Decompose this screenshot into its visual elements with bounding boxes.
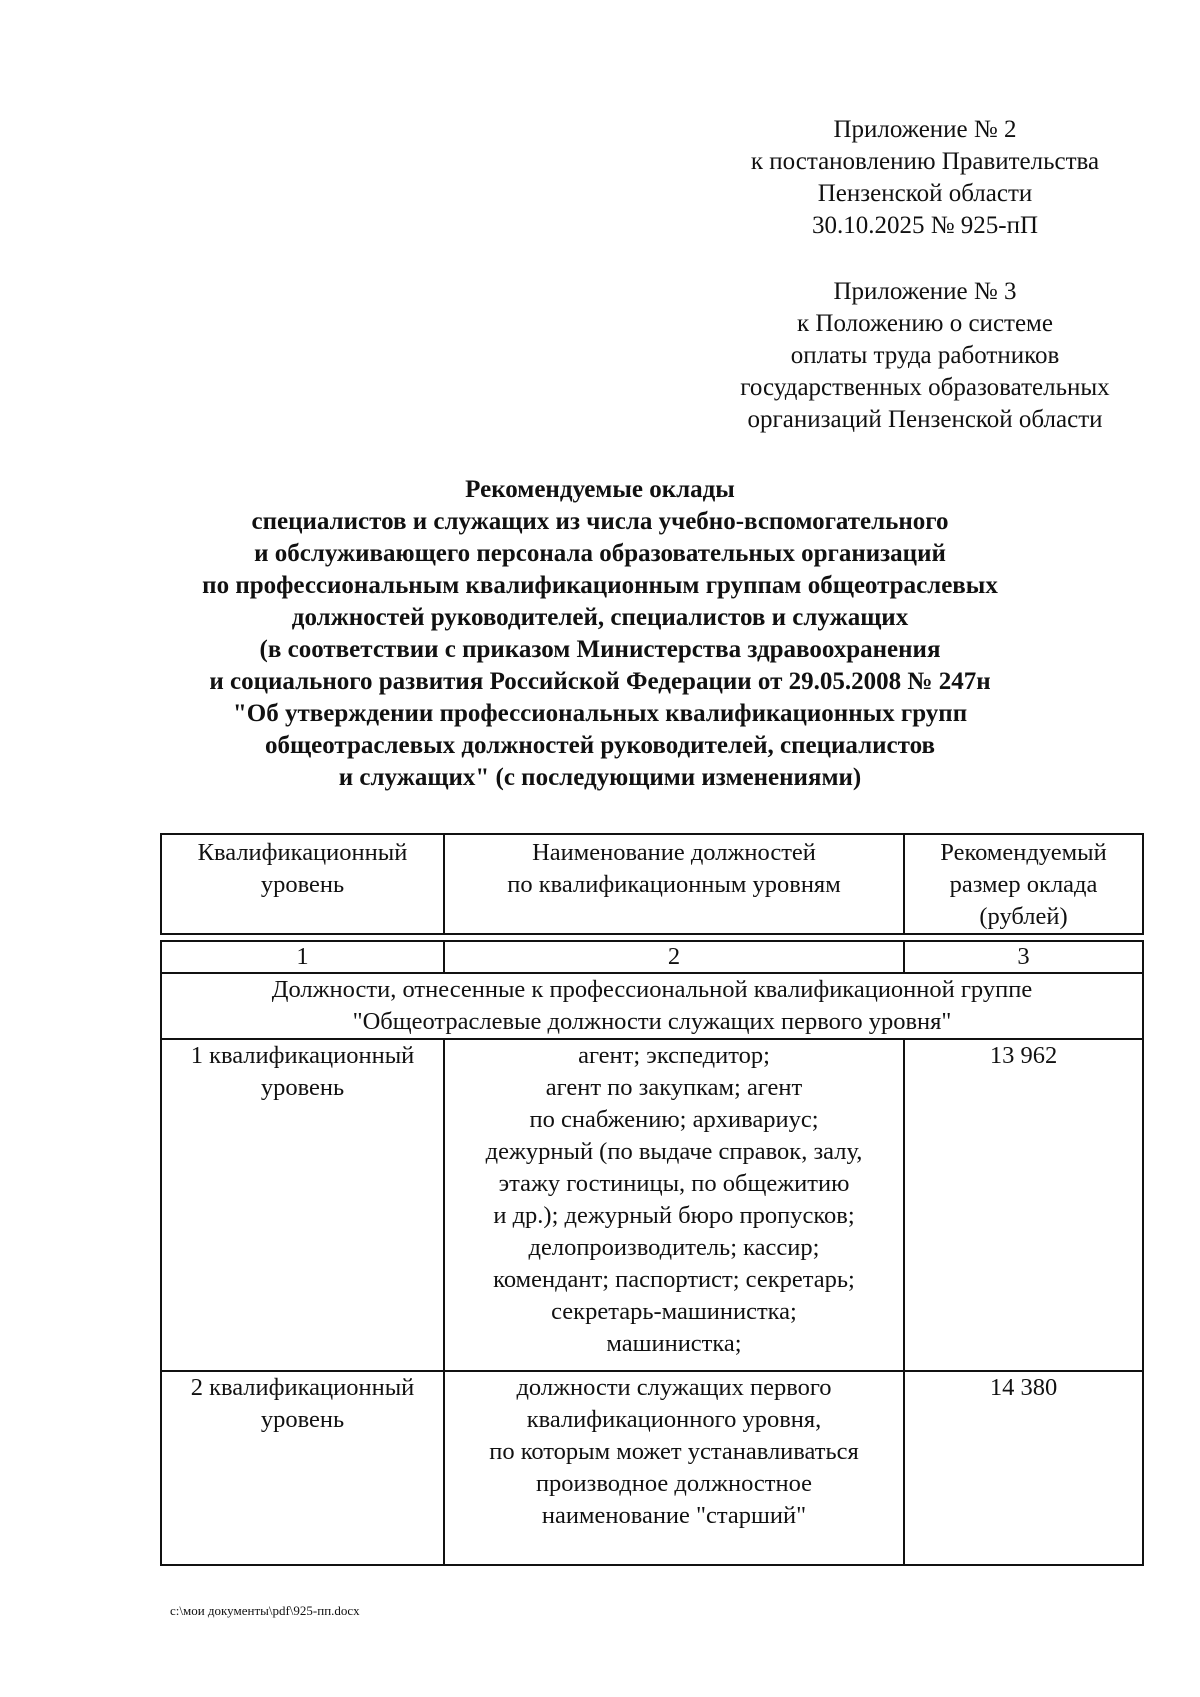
- column-number: 1: [161, 941, 444, 973]
- title-line: общеотраслевых должностей руководителей, специалистов: [265, 732, 935, 759]
- salary-cell: 14 380: [904, 1371, 1143, 1565]
- appendix-2-line: Пензенской области: [817, 180, 1033, 207]
- title-line: и обслуживающего персонала образовательных организаций: [254, 540, 946, 567]
- salary-table-header: [160, 833, 1144, 935]
- table-row: [161, 1371, 1143, 1565]
- title-line: специалистов и служащих из числа учебно-вспомогательного: [251, 508, 949, 535]
- qualification-level-cell: 1 квалификационный уровень: [161, 1039, 444, 1371]
- appendix-3-line: Приложение № 3: [833, 278, 1017, 305]
- appendix-3-line: организаций Пензенской области: [747, 406, 1103, 433]
- appendix-3-line: государственных образовательных: [740, 374, 1110, 401]
- appendix-2-line: Приложение № 2: [833, 116, 1017, 143]
- title-line: и служащих" (с последующими изменениями): [338, 764, 862, 791]
- title-line: Рекомендуемые оклады: [465, 476, 735, 503]
- group-heading: Должности, отнесенные к профессиональной квалификационной группе "Общеотраслевые должности служащих первого уровня": [161, 973, 1143, 1039]
- appendix-3-block: [690, 276, 1160, 436]
- appendix-3-line: оплаты труда работников: [790, 342, 1060, 369]
- column-number: 2: [444, 941, 904, 973]
- column-number-row: [161, 941, 1143, 973]
- appendix-2-block: [690, 114, 1160, 242]
- column-number: 3: [904, 941, 1143, 973]
- header-positions: Наименование должностей по квалификационным уровням: [444, 834, 904, 934]
- positions-cell: должности служащих первого квалификационного уровня, по которым может устанавливаться производное должностное наименование "старший": [444, 1371, 904, 1565]
- group-row: [161, 973, 1143, 1039]
- footer-file-path: c:\мои документы\pdf\925-пп.docx: [170, 1603, 360, 1618]
- salary-table-body: [160, 940, 1144, 1566]
- header-row: [161, 834, 1143, 934]
- title-line: и социального развития Российской Федерации от 29.05.2008 № 247н: [209, 668, 991, 695]
- table-row: [161, 1039, 1143, 1371]
- title-line: по профессиональным квалификационным группам общеотраслевых: [202, 572, 998, 599]
- header-salary: Рекомендуемый размер оклада (рублей): [904, 834, 1143, 934]
- header-qualification-level: Квалификационный уровень: [161, 834, 444, 934]
- title-line: должностей руководителей, специалистов и служащих: [291, 604, 909, 631]
- appendix-3-line: к Положению о системе: [797, 310, 1053, 337]
- appendix-2-line: к постановлению Правительства: [750, 148, 1100, 175]
- qualification-level-cell: 2 квалификационный уровень: [161, 1371, 444, 1565]
- title-line: "Об утверждении профессиональных квалификационных групп: [232, 700, 968, 727]
- title-line: (в соответствии с приказом Министерства здравоохранения: [259, 636, 941, 663]
- positions-cell: агент; экспедитор; агент по закупкам; агент по снабжению; архивариус; дежурный (по выдаче справок, залу, этажу гостиницы, по общежитию и др.); дежурный бюро пропусков; делопроизводитель; кассир; комендант; паспортист; секретарь; секретарь-машинистка; машинистка;: [444, 1039, 904, 1371]
- salary-cell: 13 962: [904, 1039, 1143, 1371]
- document-title: [120, 474, 1080, 794]
- appendix-2-line: 30.10.2025 № 925-пП: [811, 212, 1039, 239]
